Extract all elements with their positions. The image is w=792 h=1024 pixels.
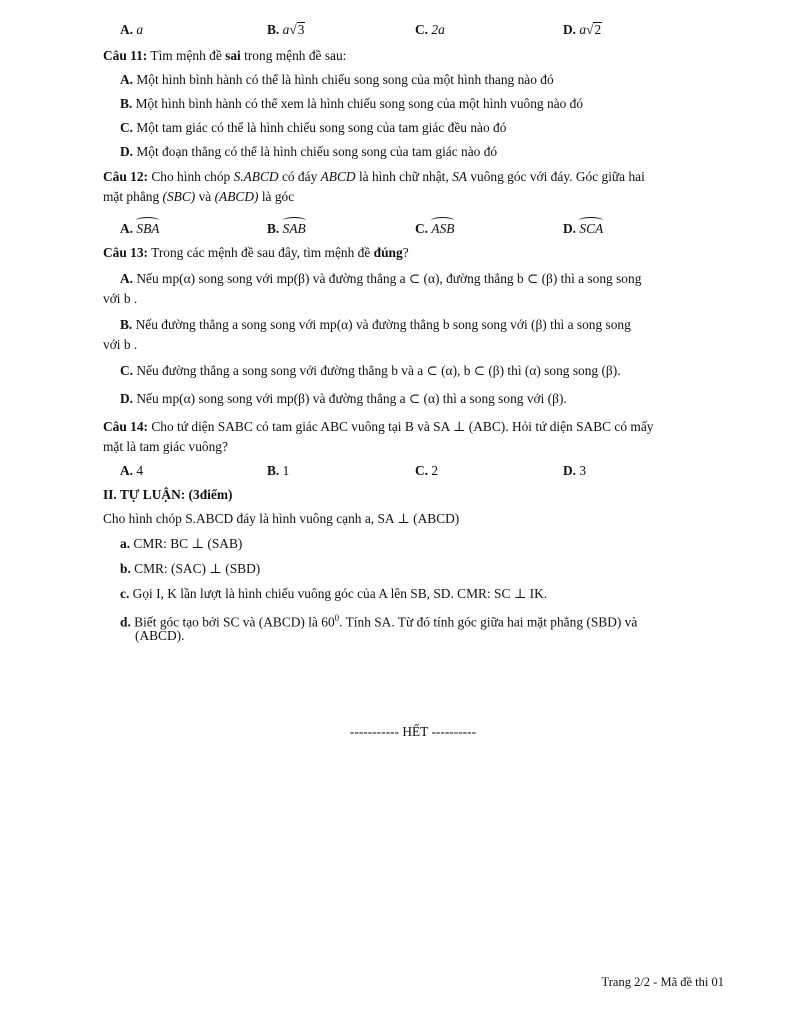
q14-option-c: C. 2 [415, 463, 439, 478]
q13-option-a: A. Nếu mp(α) song song với mp(β) và đường thẳng a ⊂ (α), đường thẳng b ⊂ (β) thì a song song [120, 271, 642, 286]
q10-option-c: C. 2a [415, 22, 445, 37]
q11-stem: Câu 11: Tìm mệnh đề sai trong mệnh đề sau: [103, 48, 347, 63]
q12-stem-line1: Câu 12: Cho hình chóp S.ABCD có đáy ABCD là hình chữ nhật, SA vuông góc với đáy. Góc giữa hai [103, 169, 645, 184]
q11-option-a: A. Một hình bình hành có thể là hình chiếu song song của một hình thang nào đó [120, 72, 554, 87]
q14-option-d: D. 3 [563, 463, 587, 478]
part2-intro: Cho hình chóp S.ABCD đáy là hình vuông cạnh a, SA ⊥ (ABCD) [103, 511, 460, 526]
q11-option-d: D. Một đoạn thẳng có thể là hình chiếu song song của tam giác nào đó [120, 144, 498, 159]
q14-option-b: B. 1 [267, 463, 290, 478]
part2-item-d-cont: (ABCD). [135, 628, 185, 643]
end-marker: ----------- HẾT ---------- [349, 724, 477, 739]
q13-option-a-cont: với b . [103, 291, 138, 306]
q10-option-d: D. a√2 [563, 22, 602, 37]
q11-option-c: C. Một tam giác có thể là hình chiếu song song của tam giác đều nào đó [120, 120, 507, 135]
q11-option-b: B. Một hình bình hành có thể xem là hình chiếu song song của một hình vuông nào đó [120, 96, 584, 111]
q10-option-a: A. a [120, 22, 144, 37]
q14-option-a: A. 4 [120, 463, 144, 478]
page-footer: Trang 2/2 - Mã đề thi 01 [601, 975, 724, 989]
part2-item-a: a. CMR: BC ⊥ (SAB) [120, 536, 243, 551]
q12-stem-line2: mặt phẳng (SBC) và (ABCD) là góc [103, 189, 295, 204]
q12-option-a: A. SBA [120, 221, 160, 236]
q13-option-c: C. Nếu đường thẳng a song song với đường thẳng b và a ⊂ (α), b ⊂ (β) thì (α) song song (β). [120, 363, 621, 378]
part2-heading: II. TỰ LUẬN: (3điểm) [103, 487, 233, 502]
q14-stem-line1: Câu 14: Cho tứ diện SABC có tam giác ABC vuông tại B và SA ⊥ (ABC). Hỏi tứ diện SABC có mấy [103, 419, 654, 434]
q12-option-b: B. SAB [267, 221, 306, 236]
q14-stem-line2: mặt là tam giác vuông? [103, 439, 228, 454]
q12-option-c: C. ASB [415, 221, 455, 236]
part2-item-d: d. Biết góc tạo bởi SC và (ABCD) là $60^0$. Tính SA. Từ đó tính góc giữa hai mặt phẳng (SBD) và [120, 613, 638, 630]
part2-item-c: c. Gọi I, K lần lượt là hình chiếu vuông góc của A lên SB, SD. CMR: SC ⊥ IK. [120, 586, 548, 601]
q10-option-b: B. a√3 [267, 22, 305, 37]
q13-option-d: D. Nếu mp(α) song song với mp(β) và đường thẳng a ⊂ (α) thì a song song với (β). [120, 391, 567, 406]
part2-item-b: b. CMR: (SAC) ⊥ (SBD) [120, 561, 261, 576]
q13-option-b-cont: với b . [103, 337, 138, 352]
q12-option-d: D. SCA [563, 221, 604, 236]
q13-option-b: B. Nếu đường thẳng a song song với mp(α) và đường thẳng b song song với (β) thì a song song [120, 317, 631, 332]
q13-stem: Câu 13: Trong các mệnh đề sau đây, tìm mệnh đề đúng? [103, 245, 409, 260]
